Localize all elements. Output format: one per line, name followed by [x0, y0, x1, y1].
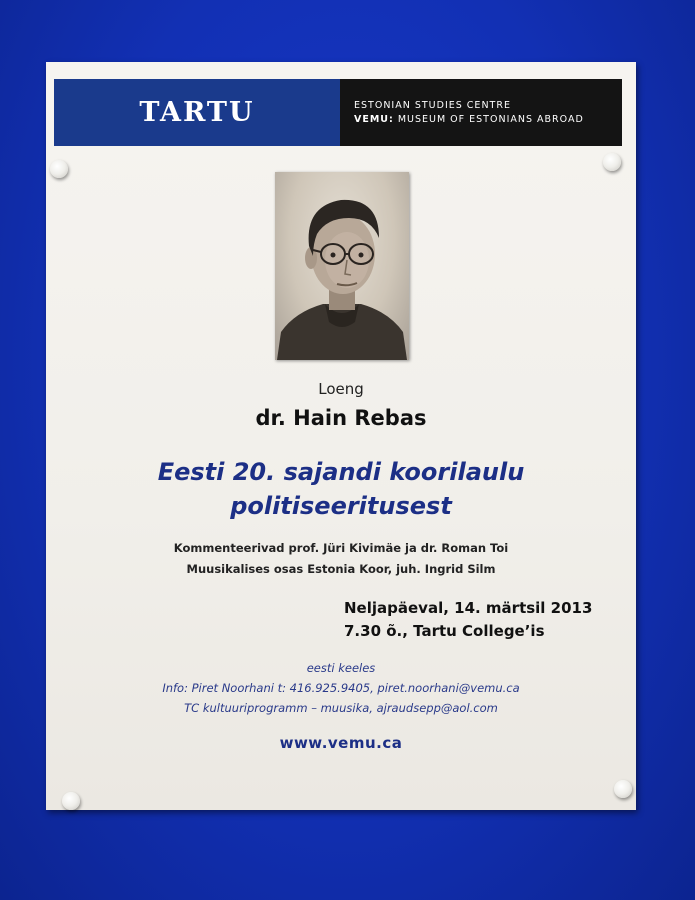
music-line: Muusikalises osas Estonia Koor, juh. Ingrid Silm: [186, 562, 496, 576]
speaker-portrait-icon: [275, 172, 409, 360]
poster: [46, 62, 636, 810]
pushpin-bottom-left: [62, 792, 80, 810]
pushpin-top-left: [50, 160, 68, 178]
pushpin-bottom-right: [614, 780, 632, 798]
lecture-title-line1: Eesti 20. sajandi koorilaulu: [157, 458, 525, 486]
lecture-title-line2: politiseeritusest: [230, 492, 452, 520]
tartu-logo-block: [54, 79, 340, 146]
lecture-label: Loeng: [318, 380, 364, 398]
event-time-venue: 7.30 õ., Tartu College’is: [344, 622, 545, 640]
museum-name: VEMU: MUSEUM OF ESTONIANS ABROAD: [354, 113, 584, 125]
contact-line: Info: Piret Noorhani t: 416.925.9405, piret.noorhani@vemu.ca: [162, 681, 520, 695]
lecture-title: [46, 455, 636, 523]
pushpin-top-right: [603, 153, 621, 171]
speaker-name: dr. Hain Rebas: [255, 406, 427, 430]
event-time-place: [344, 597, 592, 643]
website-url: www.vemu.ca: [279, 734, 403, 752]
speaker-photo: [275, 172, 409, 360]
organization-block: [340, 79, 622, 146]
commentators-line: Kommenteerivad prof. Jüri Kivimäe ja dr. Roman Toi: [173, 541, 509, 555]
language-note: eesti keeles: [306, 661, 376, 675]
program-line: TC kultuuriprogramm – muusika, ajraudsepp@aol.com: [184, 701, 498, 715]
header-banner: [54, 79, 622, 146]
commentators: [46, 538, 636, 580]
event-date: Neljapäeval, 14. märtsil 2013: [344, 599, 593, 617]
contact-info: [46, 658, 636, 718]
organization-name: ESTONIAN STUDIES CENTRE: [354, 99, 511, 111]
tartu-logo-text: TARTU: [139, 97, 255, 128]
